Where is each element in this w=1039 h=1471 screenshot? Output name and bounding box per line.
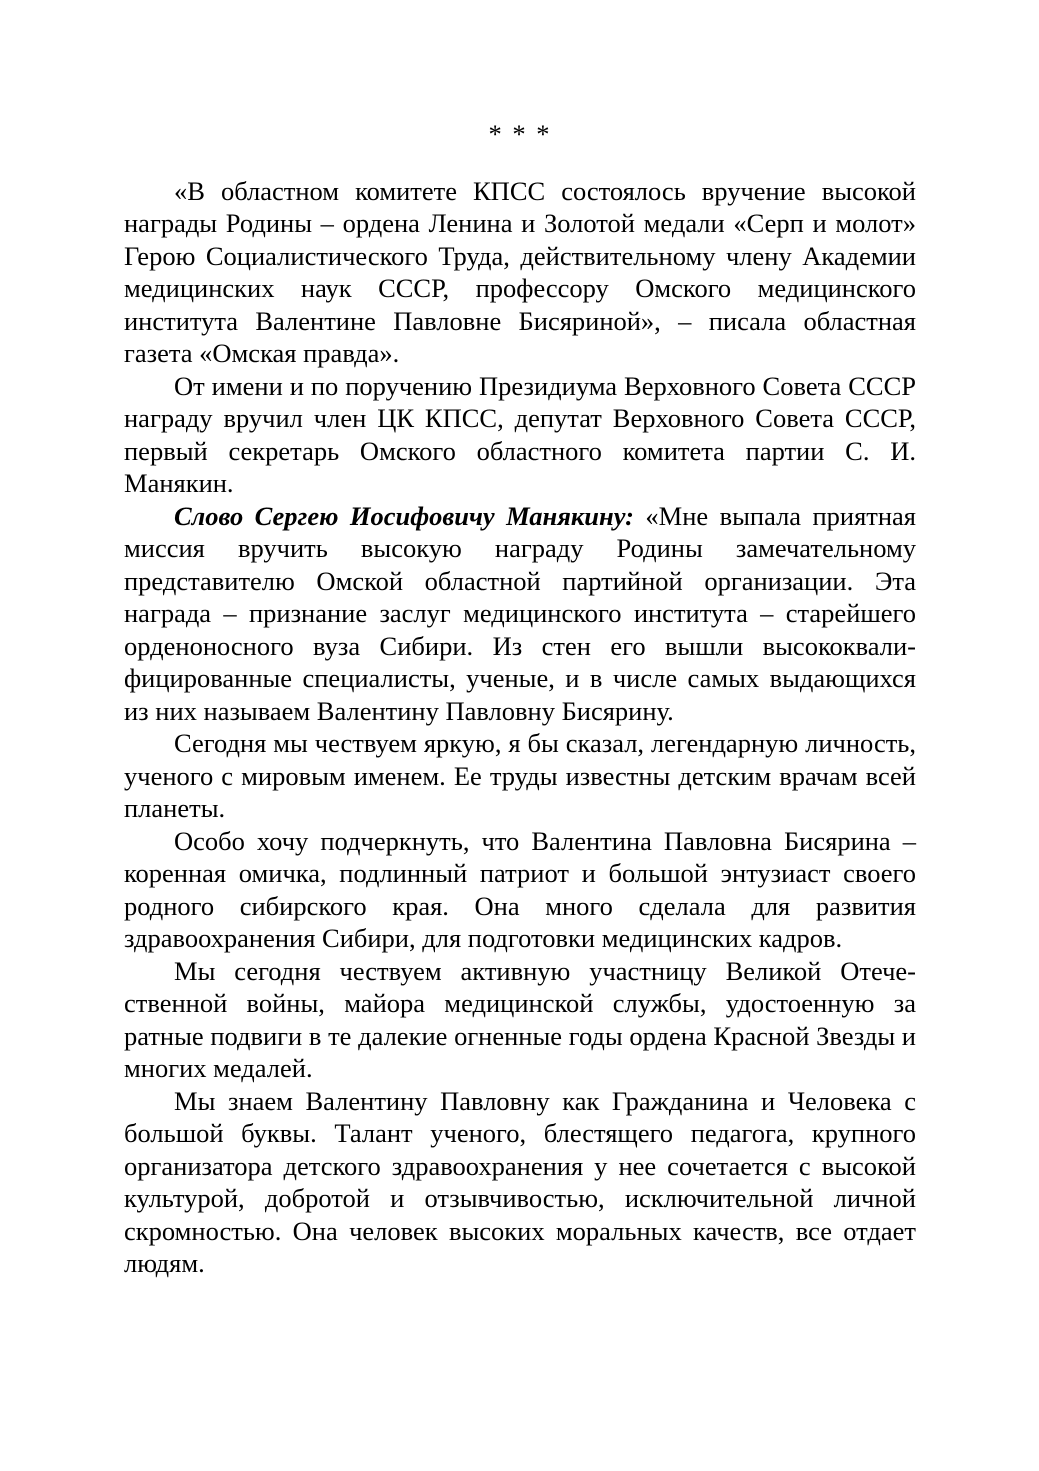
section-separator: * * * (488, 119, 552, 149)
paragraph-native-omsk: Особо хочу подчеркнуть, что Валентина Павловна Бисярина – коренная омичка, подлинный патриот и большой энтузиаст своего родного сибирского края. Она много сделала для развития здравоохранения Сибири, для подготовки медицинских кадров. (124, 825, 916, 953)
paragraph-award-presenter: От имени и по поручению Президиума Верховного Совета СССР награду вручил член ЦК КПСС, депутат Верховного Совета СССР, первый секретарь Омского областного комитета партии С. И. Манякин. (124, 370, 916, 498)
document-page (124, 118, 916, 1280)
paragraph-speech-opening (124, 500, 916, 728)
paragraph-award-ceremony: «В областном комитете КПСС состоялось вручение высокой награды Родины – ордена Ленина и Золотой медали «Серп и молот» Герою Социалистического Труда, действительному члену Академии медицинских наук СССР, профессору Омского медицинского института Валентине Павловне Бисяриной», – писала областная газета «Омская правда». (124, 175, 916, 368)
paragraph-legendary-personality: Сегодня мы чествуем яркую, я бы сказал, легендарную личность, ученого с мировым именем. Ее труды известны детским врачам всей планеты. (124, 728, 916, 823)
paragraph-war-veteran: Мы сегодня чествуем активную участницу Великой Отечественной войны, майора медицинской службы, удостоенную за ратные подвиги в те далекие огненные годы ордена Красной Звезды и многих медалей. (124, 955, 916, 1083)
speaker-name: Слово Сергею Иосифовичу Манякину: (174, 500, 634, 531)
paragraph-citizen-and-person: Мы знаем Валентину Павловну как Гражданина и Человека с большой буквы. Талант ученого, блестящего педагога, крупного организатора детского здравоохранения у нее сочетается с высокой культурой, добротой и отзывчивостью, исключительной личной скромностью. Она человек высоких моральных качеств, все отдает людям. (124, 1085, 916, 1278)
speech-text: «Мне выпала приятная миссия вручить высокую награду Родины замечательному представителю Омской областной партийной организации. Эта награда – признание заслуг медицинского института – старейшего орденоносного вуза Сибири. Из стен его вышли высококвалифицированные специалисты, ученые, и в числе самых выдающихся из них называем Валентину Павловну Бисярину. (124, 500, 916, 726)
